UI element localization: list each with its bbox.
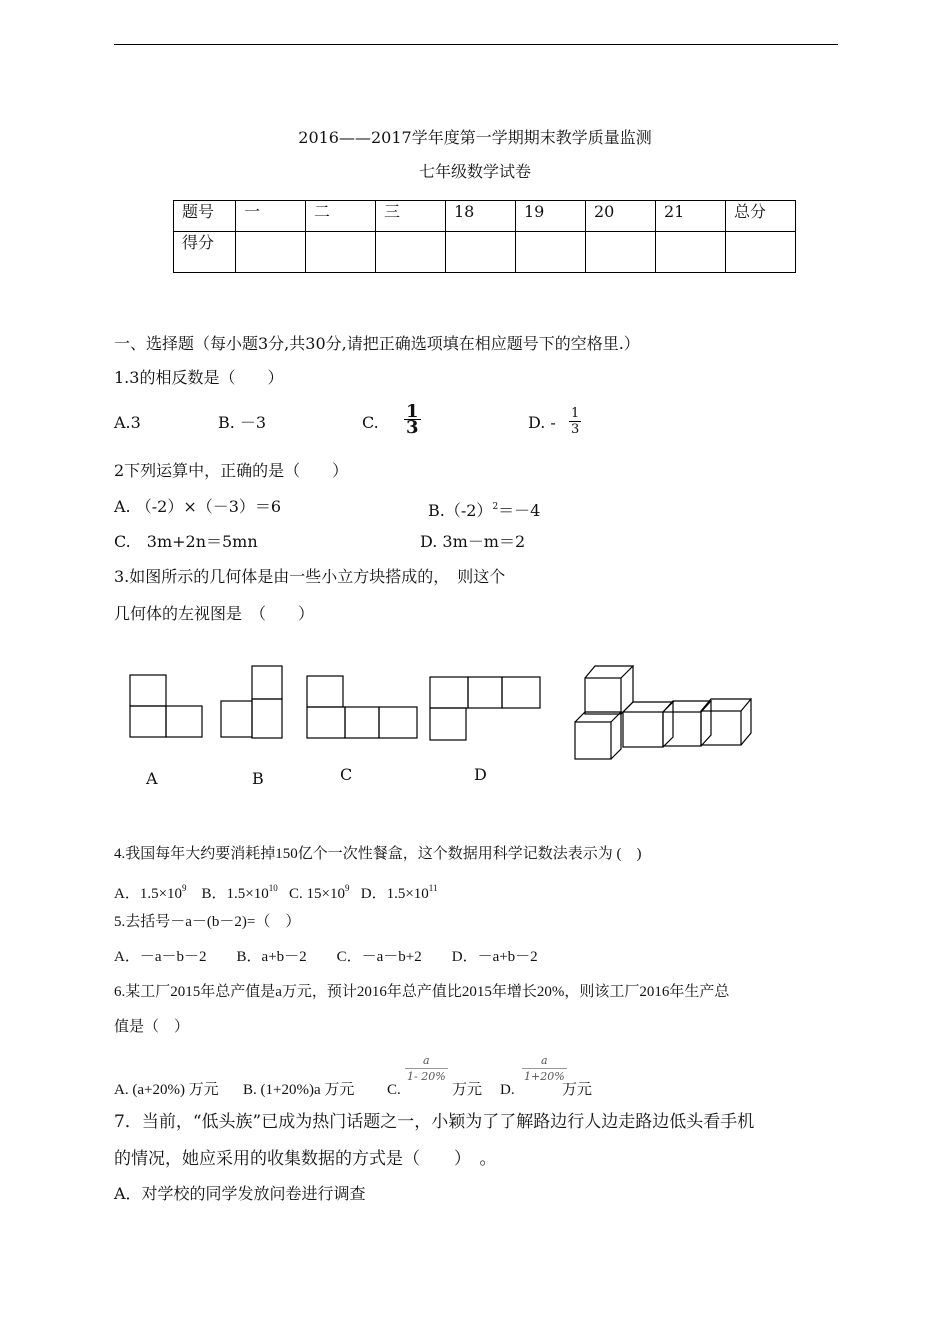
score-cell[interactable] [376,232,446,273]
q6-option-c-label: C. [387,1082,401,1098]
score-header-cell: 题号 [174,201,236,232]
view-option-d [430,677,540,740]
fraction-denominator: 1+20% [524,1070,565,1083]
score-table [173,200,796,273]
q4-b-exp: 10 [268,883,278,893]
section-heading: 一、选择题（每小题3分,共30分,请把正确选项填在相应题号下的空格里.） [114,334,640,353]
question-6-stem-line1: 6.某工厂2015年总产值是a万元，预计2016年总产值比2015年增长20%，则该工厂2016年生产总 [114,984,730,1000]
q2-b-exponent: 2 [492,502,499,512]
q1-option-b: B. －3 [218,413,267,432]
q4-option-b [201,883,278,902]
fraction-denominator: 1- 20% [407,1070,446,1083]
score-header-cell: 总分 [726,201,796,232]
question-7-stem-line1: 7．当前，“低头族”已成为热门话题之一，小颖为了了解路边行人边走路边低头看手机 [114,1112,755,1132]
score-row-label: 得分 [174,232,236,273]
q1-option-d-label: D. - [528,413,556,432]
q6-option-a: A. (a+20%) 万元 [114,1082,219,1098]
q6-option-d-fraction [522,1053,567,1084]
q4-c-exp: 9 [344,883,350,893]
q6-option-c-unit: 万元 [452,1082,483,1098]
fraction-numerator: a [405,1053,448,1069]
question-6-stem-line2: 值是（ ） [114,1019,190,1035]
score-header-cell: 19 [516,201,586,232]
score-cell[interactable] [516,232,586,273]
q1-option-d-fraction [569,406,581,437]
view-option-a [130,675,202,737]
view-option-b [221,666,282,738]
question-1-stem: 1.3的相反数是（ ） [114,368,284,387]
fraction-numerator: a [522,1053,567,1069]
q5-options: A．－a－b－2 B．a+b－2 C．－a－b+2 D．－a+b－2 [114,949,538,965]
q7-option-a: A．对学校的同学发放问卷进行调查 [114,1184,366,1203]
score-cell[interactable] [726,232,796,273]
q6-option-c-fraction [405,1053,448,1084]
figure-label-a: A [146,769,158,788]
score-cell[interactable] [446,232,516,273]
q2-b-text: B.（-2） [428,501,493,520]
score-header-cell: 二 [306,201,376,232]
q2-option-c: C. 3m+2n＝5mn [114,532,258,551]
q4-option-a [114,883,187,902]
exam-title: 2016——2017学年度第一学期期末教学质量监测 [298,128,652,147]
q4-options [114,878,437,904]
score-header-cell: 三 [376,201,446,232]
q4-b-text: B．1.5×10 [201,886,269,902]
score-cell[interactable] [306,232,376,273]
score-header-cell: 18 [446,201,516,232]
figure-label-d: D [474,765,487,784]
q4-c-text: C. 15×10 [289,886,345,902]
q1-option-a: A.3 [114,413,141,432]
exam-subtitle: 七年级数学试卷 [418,162,531,181]
score-header-cell: 一 [236,201,306,232]
q4-option-d [360,883,438,902]
score-cell[interactable] [656,232,726,273]
q6-option-b: B. (1+20%)a 万元 [243,1082,355,1098]
score-cell[interactable] [586,232,656,273]
fraction-denominator: 3 [571,422,580,437]
q4-d-text: D．1.5×10 [360,886,429,902]
header-rule [114,44,838,45]
q1-option-c-label: C. [362,413,379,432]
view-option-c [307,676,417,738]
q2-option-a: A. （-2）×（－3）＝6 [114,497,282,516]
score-cell[interactable] [236,232,306,273]
q4-a-exp: 9 [182,883,187,893]
q4-option-c [289,883,350,902]
figure-label-c: C [340,765,353,784]
q6-option-d-unit: 万元 [562,1082,593,1098]
question-2-stem: 2下列运算中，正确的是（ ） [114,461,349,480]
question-3-stem-line2: 几何体的左视图是 （ ） [114,604,315,623]
score-header-cell: 21 [656,201,726,232]
q1-option-c-fraction [404,401,421,438]
fraction-denominator: 3 [406,417,419,438]
q4-d-exp: 11 [428,883,438,893]
q2-option-b [428,497,540,521]
fraction-numerator: 1 [571,406,580,421]
figure-label-b: B [252,769,264,788]
q6-option-d-label: D. [500,1082,515,1098]
q2-b-result: ＝－4 [498,501,541,520]
question-3-stem-line1: 3.如图所示的几何体是由一些小立方块搭成的， 则这个 [114,567,506,586]
question-5-stem: 5.去括号－a－(b－2)=（ ） [114,914,301,930]
score-header-cell: 20 [586,201,656,232]
fraction-numerator: 1 [406,401,419,422]
question-4-stem: 4.我国每年大约要消耗掉150亿个一次性餐盒，这个数据用科学记数法表示为 ( ) [114,846,642,862]
question-7-stem-line2: 的情况，她应采用的收集数据的方式是（ ） 。 [114,1149,497,1169]
cube-solid [575,666,751,759]
q4-a-text: A．1.5×10 [114,886,183,902]
q2-option-d: D. 3m－m＝2 [420,532,526,551]
